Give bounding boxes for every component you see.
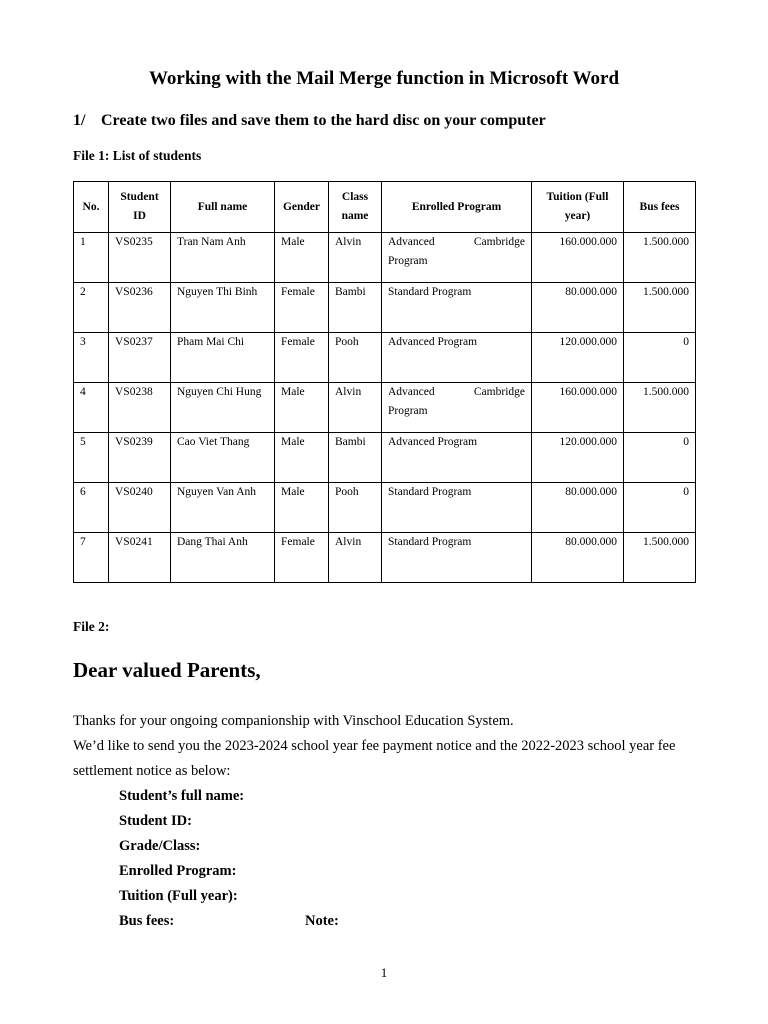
cell-tuition: 80.000.000: [532, 483, 624, 533]
field-tuition: Tuition (Full year):: [119, 888, 238, 904]
cell-class-name: Alvin: [329, 533, 382, 583]
cell-class-name: Bambi: [329, 433, 382, 483]
field-note: Note:: [305, 913, 339, 929]
program-word: Advanced: [388, 386, 435, 398]
table-row: [74, 383, 696, 433]
program-word: Program: [388, 255, 428, 267]
header-full-name: Full name: [171, 182, 275, 233]
cell-tuition: 120.000.000: [532, 433, 624, 483]
cell-gender: Female: [275, 283, 329, 333]
table-header-row: [74, 182, 696, 233]
cell-gender: Female: [275, 333, 329, 383]
cell-bus-fees: 1.500.000: [624, 383, 696, 433]
cell-no: 3: [74, 333, 109, 383]
cell-bus-fees: 0: [624, 333, 696, 383]
field-student-id: Student ID:: [119, 813, 192, 829]
program-word: Cambridge: [473, 236, 525, 248]
cell-no: 2: [74, 283, 109, 333]
cell-student-id: VS0235: [109, 233, 171, 283]
table-row: [74, 333, 696, 383]
table-row: [74, 483, 696, 533]
letter-greeting: Dear valued Parents,: [73, 658, 261, 682]
cell-enrolled-program: Advanced Program: [382, 333, 532, 383]
cell-no: 6: [74, 483, 109, 533]
program-word: Advanced: [388, 236, 435, 248]
cell-full-name: Nguyen Thi Binh: [171, 283, 275, 333]
cell-student-id: VS0240: [109, 483, 171, 533]
cell-tuition: 160.000.000: [532, 233, 624, 283]
header-bus-fees: Bus fees: [624, 182, 696, 233]
field-bus-fees: Bus fees:: [119, 913, 175, 929]
field-full-name: Student’s full name:: [119, 788, 245, 804]
cell-enrolled-program: [382, 233, 532, 283]
cell-tuition: 80.000.000: [532, 283, 624, 333]
cell-gender: Male: [275, 383, 329, 433]
cell-enrolled-program: Standard Program: [382, 283, 532, 333]
header-enrolled-program: Enrolled Program: [382, 182, 532, 233]
cell-full-name: Dang Thai Anh: [171, 533, 275, 583]
cell-class-name: Pooh: [329, 483, 382, 533]
cell-student-id: VS0239: [109, 433, 171, 483]
cell-enrolled-program: [382, 383, 532, 433]
field-bus-fees-row: [119, 909, 339, 934]
cell-class-name: Pooh: [329, 333, 382, 383]
field-grade-class: Grade/Class:: [119, 838, 201, 854]
cell-full-name: Nguyen Van Anh: [171, 483, 275, 533]
students-table: [73, 181, 696, 583]
cell-bus-fees: 0: [624, 433, 696, 483]
cell-bus-fees: 1.500.000: [624, 233, 696, 283]
program-word: Cambridge: [473, 386, 525, 398]
cell-full-name: Nguyen Chi Hung: [171, 383, 275, 433]
cell-no: 7: [74, 533, 109, 583]
cell-full-name: Tran Nam Anh: [171, 233, 275, 283]
section-heading-text: Create two files and save them to the hard disc on your computer: [101, 112, 546, 129]
cell-gender: Female: [275, 533, 329, 583]
header-class-name: Class name: [329, 182, 382, 233]
table-row: [74, 233, 696, 283]
cell-student-id: VS0238: [109, 383, 171, 433]
cell-bus-fees: 1.500.000: [624, 533, 696, 583]
header-tuition: Tuition (Full year): [532, 182, 624, 233]
cell-student-id: VS0236: [109, 283, 171, 333]
cell-class-name: Alvin: [329, 383, 382, 433]
cell-no: 4: [74, 383, 109, 433]
cell-tuition: 120.000.000: [532, 333, 624, 383]
cell-class-name: Alvin: [329, 233, 382, 283]
document-title: Working with the Mail Merge function in Microsoft Word: [148, 68, 620, 89]
cell-bus-fees: 0: [624, 483, 696, 533]
section-1-heading: [73, 112, 546, 130]
header-gender: Gender: [275, 182, 329, 233]
field-enrolled-program: Enrolled Program:: [119, 863, 237, 879]
table-row: [74, 433, 696, 483]
page-number: 1: [380, 965, 388, 980]
section-number: 1/: [73, 112, 86, 129]
cell-bus-fees: 1.500.000: [624, 283, 696, 333]
cell-enrolled-program: Standard Program: [382, 533, 532, 583]
table-row: [74, 283, 696, 333]
cell-class-name: Bambi: [329, 283, 382, 333]
cell-no: 5: [74, 433, 109, 483]
cell-enrolled-program: Standard Program: [382, 483, 532, 533]
program-word: Program: [388, 405, 428, 417]
cell-full-name: Pham Mai Chi: [171, 333, 275, 383]
cell-enrolled-program: Advanced Program: [382, 433, 532, 483]
cell-full-name: Cao Viet Thang: [171, 433, 275, 483]
cell-gender: Male: [275, 433, 329, 483]
header-student-id: Student ID: [109, 182, 171, 233]
file-2-label: File 2:: [73, 619, 110, 634]
cell-gender: Male: [275, 483, 329, 533]
merge-fields-list: [119, 784, 339, 934]
cell-no: 1: [74, 233, 109, 283]
cell-gender: Male: [275, 233, 329, 283]
letter-paragraph-1: Thanks for your ongoing companionship with Vinschool Education System.: [73, 713, 514, 729]
cell-student-id: VS0241: [109, 533, 171, 583]
cell-tuition: 80.000.000: [532, 533, 624, 583]
cell-student-id: VS0237: [109, 333, 171, 383]
cell-tuition: 160.000.000: [532, 383, 624, 433]
header-no: No.: [74, 182, 109, 233]
table-row: [74, 533, 696, 583]
letter-paragraph-2: We’d like to send you the 2023-2024 school year fee payment notice and the 2022-2023 school year fee settlement notice as below:: [73, 738, 676, 779]
file-1-label: File 1: List of students: [73, 148, 202, 163]
